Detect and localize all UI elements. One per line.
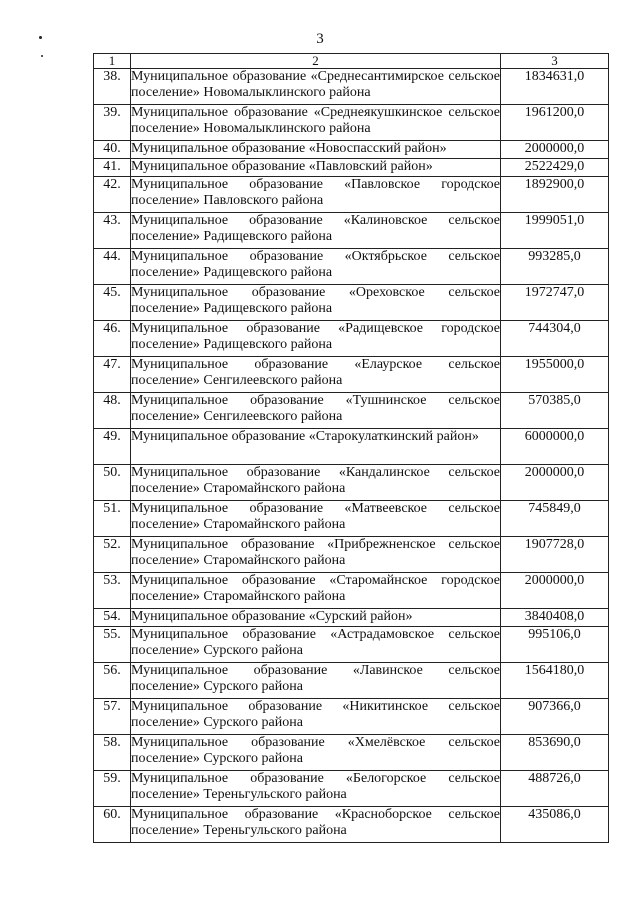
table-row	[94, 537, 609, 573]
amount: 1834631,0	[501, 69, 609, 105]
row-number: 43.	[94, 213, 131, 249]
row-number: 51.	[94, 501, 131, 537]
municipality-name: Муниципальное образование «Ореховское сельское поселение» Радищевского района	[131, 285, 501, 321]
table-row	[94, 771, 609, 807]
municipality-name: Муниципальное образование «Новоспасский район»	[131, 141, 501, 159]
amount: 907366,0	[501, 699, 609, 735]
amount: 853690,0	[501, 735, 609, 771]
table-row	[94, 159, 609, 177]
row-number: 52.	[94, 537, 131, 573]
table-row	[94, 465, 609, 501]
table-header-row	[94, 54, 609, 69]
row-number: 56.	[94, 663, 131, 699]
municipality-name: Муниципальное образование «Матвеевское сельское поселение» Старомайнского района	[131, 501, 501, 537]
page-number: 3	[316, 31, 324, 47]
scan-speck	[41, 55, 43, 57]
municipality-name: Муниципальное образование «Среднеякушкинское сельское поселение» Новомалыклинского района	[131, 105, 501, 141]
municipality-name: Муниципальное образование «Калиновское сельское поселение» Радищевского района	[131, 213, 501, 249]
municipality-name: Муниципальное образование «Тушнинское сельское поселение» Сенгилеевского района	[131, 393, 501, 429]
municipality-name: Муниципальное образование «Октябрьское сельское поселение» Радищевского района	[131, 249, 501, 285]
row-number: 57.	[94, 699, 131, 735]
municipality-name: Муниципальное образование «Никитинское сельское поселение» Сурского района	[131, 699, 501, 735]
table-row	[94, 393, 609, 429]
amount: 1961200,0	[501, 105, 609, 141]
row-number: 49.	[94, 429, 131, 465]
municipality-name: Муниципальное образование «Белогорское сельское поселение» Тереньгульского района	[131, 771, 501, 807]
row-number: 60.	[94, 807, 131, 843]
row-number: 40.	[94, 141, 131, 159]
municipality-name: Муниципальное образование «Среднесантимирское сельское поселение» Новомалыклинского района	[131, 69, 501, 105]
amount: 745849,0	[501, 501, 609, 537]
row-number: 42.	[94, 177, 131, 213]
amount: 2000000,0	[501, 141, 609, 159]
row-number: 50.	[94, 465, 131, 501]
table-row	[94, 609, 609, 627]
table-row	[94, 699, 609, 735]
amount: 995106,0	[501, 627, 609, 663]
municipality-name: Муниципальное образование «Сурский район»	[131, 609, 501, 627]
allocation-table	[93, 53, 609, 843]
table-row	[94, 249, 609, 285]
row-number: 55.	[94, 627, 131, 663]
municipality-name: Муниципальное образование «Старомайнское городское поселение» Старомайнского района	[131, 573, 501, 609]
amount: 1892900,0	[501, 177, 609, 213]
table-row	[94, 141, 609, 159]
row-number: 47.	[94, 357, 131, 393]
municipality-name: Муниципальное образование «Хмелёвское сельское поселение» Сурского района	[131, 735, 501, 771]
header-cell-name: 2	[131, 54, 501, 69]
table-row	[94, 105, 609, 141]
amount: 2522429,0	[501, 159, 609, 177]
amount: 1564180,0	[501, 663, 609, 699]
header-cell-number: 1	[94, 54, 131, 69]
row-number: 53.	[94, 573, 131, 609]
row-number: 38.	[94, 69, 131, 105]
table-row	[94, 627, 609, 663]
table-row	[94, 735, 609, 771]
row-number: 59.	[94, 771, 131, 807]
table-row	[94, 807, 609, 843]
municipality-name: Муниципальное образование «Лавинское сельское поселение» Сурского района	[131, 663, 501, 699]
amount: 488726,0	[501, 771, 609, 807]
table-row	[94, 429, 609, 465]
municipality-name: Муниципальное образование «Павловский район»	[131, 159, 501, 177]
amount: 6000000,0	[501, 429, 609, 465]
amount: 1972747,0	[501, 285, 609, 321]
municipality-name: Муниципальное образование «Астрадамовское сельское поселение» Сурского района	[131, 627, 501, 663]
row-number: 44.	[94, 249, 131, 285]
municipality-name: Муниципальное образование «Старокулаткинский район»	[131, 429, 501, 465]
municipality-name: Муниципальное образование «Павловское городское поселение» Павловского района	[131, 177, 501, 213]
table-row	[94, 663, 609, 699]
municipality-name: Муниципальное образование «Прибрежненское сельское поселение» Старомайнского района	[131, 537, 501, 573]
table-row	[94, 177, 609, 213]
table-row	[94, 321, 609, 357]
amount: 435086,0	[501, 807, 609, 843]
amount: 2000000,0	[501, 465, 609, 501]
table-row	[94, 501, 609, 537]
row-number: 41.	[94, 159, 131, 177]
header-cell-amount: 3	[501, 54, 609, 69]
table-row	[94, 357, 609, 393]
amount: 3840408,0	[501, 609, 609, 627]
row-number: 48.	[94, 393, 131, 429]
amount: 1955000,0	[501, 357, 609, 393]
amount: 744304,0	[501, 321, 609, 357]
municipality-name: Муниципальное образование «Елаурское сельское поселение» Сенгилеевского района	[131, 357, 501, 393]
row-number: 45.	[94, 285, 131, 321]
municipality-name: Муниципальное образование «Радищевское городское поселение» Радищевского района	[131, 321, 501, 357]
row-number: 54.	[94, 609, 131, 627]
table-row	[94, 285, 609, 321]
table-row	[94, 69, 609, 105]
municipality-name: Муниципальное образование «Красноборское сельское поселение» Тереньгульского района	[131, 807, 501, 843]
amount: 2000000,0	[501, 573, 609, 609]
amount: 993285,0	[501, 249, 609, 285]
amount: 1999051,0	[501, 213, 609, 249]
amount: 1907728,0	[501, 537, 609, 573]
municipality-name: Муниципальное образование «Кандалинское сельское поселение» Старомайнского района	[131, 465, 501, 501]
row-number: 58.	[94, 735, 131, 771]
amount: 570385,0	[501, 393, 609, 429]
table-row	[94, 213, 609, 249]
row-number: 46.	[94, 321, 131, 357]
row-number: 39.	[94, 105, 131, 141]
table-row	[94, 573, 609, 609]
